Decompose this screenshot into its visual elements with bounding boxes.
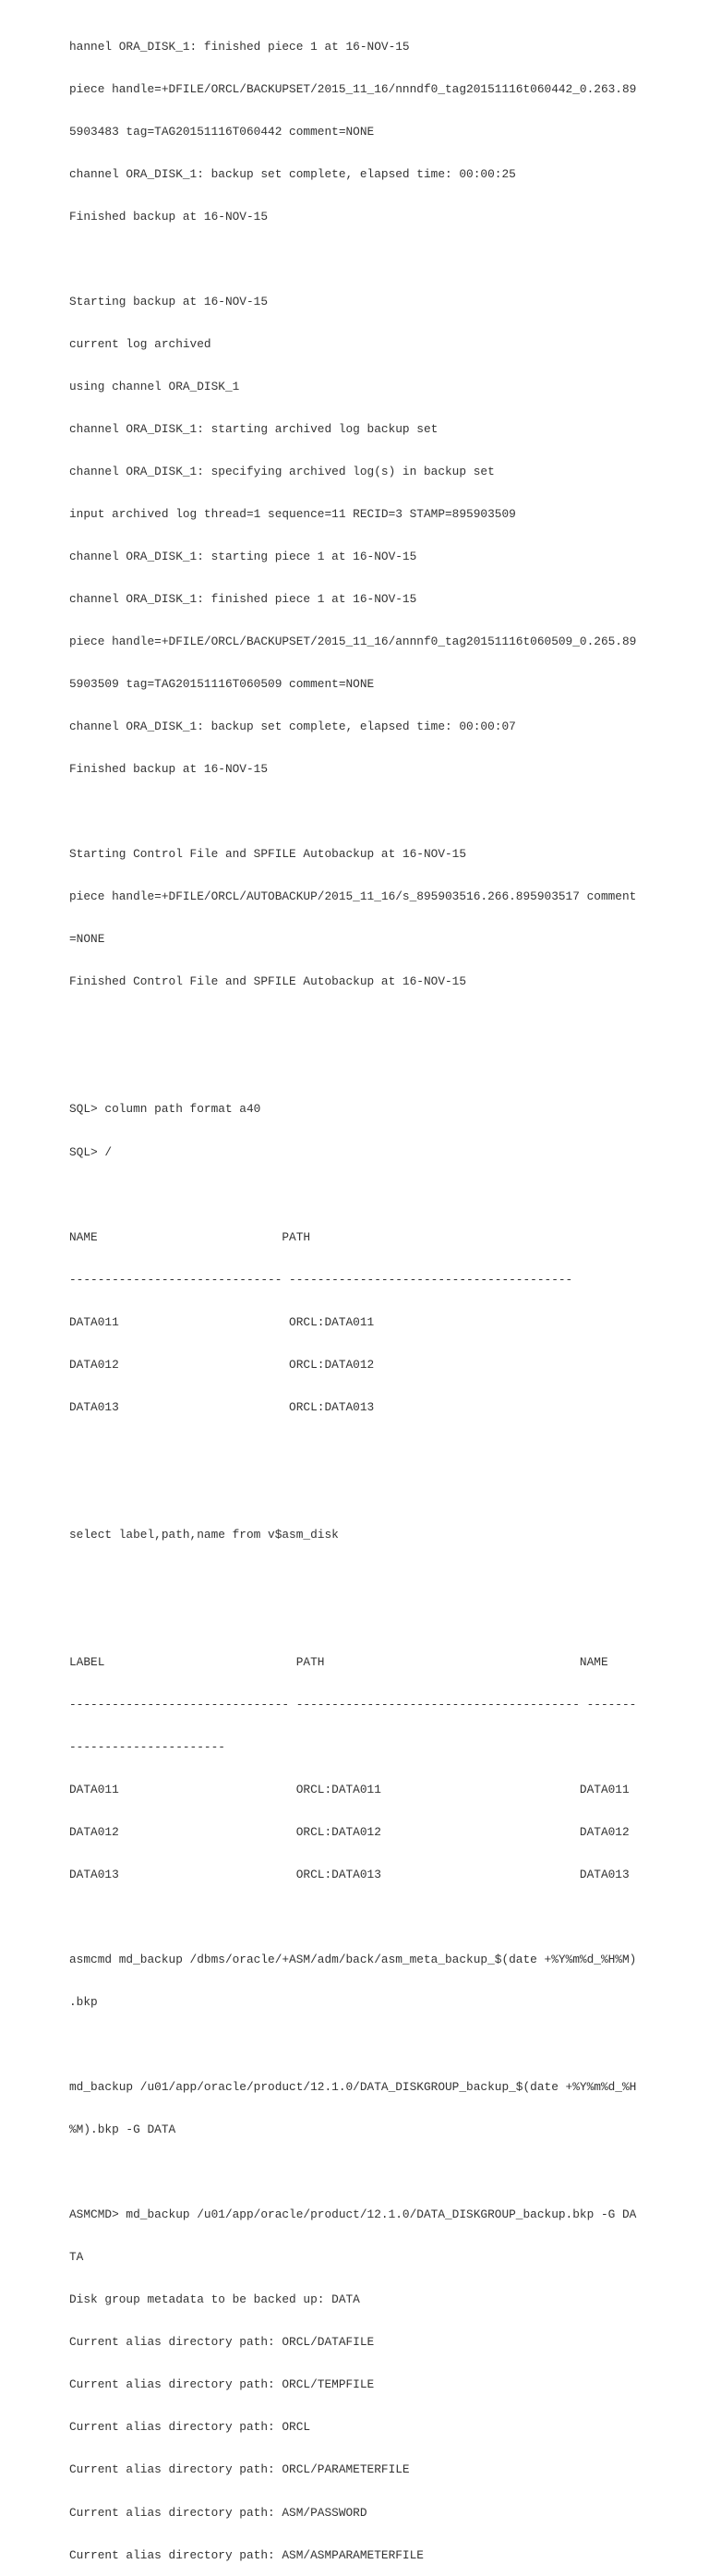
table-separator-line: ---------------------- [69, 1739, 225, 1754]
text-line: Disk group metadata to be backed up: DATA [69, 2292, 360, 2307]
text-line: hannel ORA_DISK_1: finished piece 1 at 16-NOV-15 [69, 39, 410, 54]
table-separator-line: ------------------------------- ---------------------------------------- ------- [69, 1697, 637, 1711]
text-line: Starting backup at 16-NOV-15 [69, 294, 269, 308]
sql-prompt-line: SQL> / [69, 1144, 113, 1159]
text-line: Current alias directory path: ASM/PASSWORD [69, 2505, 367, 2520]
command-line: TA [69, 2250, 84, 2265]
table-row: DATA011 ORCL:DATA011 [69, 1314, 375, 1329]
text-line [69, 804, 697, 818]
text-line [69, 1485, 697, 1499]
table-row: DATA012 ORCL:DATA012 DATA012 [69, 1825, 630, 1839]
text-line [69, 1613, 697, 1627]
text-line: Finished backup at 16-NOV-15 [69, 762, 269, 777]
sql-prompt-line: SQL> column path format a40 [69, 1102, 261, 1117]
text-line: 5903509 tag=TAG20151116T060509 comment=NONE [69, 677, 375, 692]
text-line: channel ORA_DISK_1: backup set complete, elapsed time: 00:00:25 [69, 166, 516, 181]
table-header-line: NAME PATH [69, 1229, 311, 1244]
table-row: DATA013 ORCL:DATA013 [69, 1399, 375, 1414]
text-line: Current alias directory path: ORCL/PARAMETERFILE [69, 2462, 410, 2477]
text-line: piece handle=+DFILE/ORCL/AUTOBACKUP/2015_11_16/s_895903516.266.895903517 comment [69, 889, 637, 904]
text-line [69, 252, 697, 266]
text-line: channel ORA_DISK_1: specifying archived log(s) in backup set [69, 465, 495, 478]
sql-query-line: select label,path,name from v$asm_disk [69, 1527, 339, 1542]
text-line: Current alias directory path: ORCL [69, 2420, 311, 2435]
text-line: Current alias directory path: ORCL/DATAFILE [69, 2335, 375, 2350]
command-line: asmcmd md_backup /dbms/oracle/+ASM/adm/back/asm_meta_backup_$(date +%Y%m%d_%H%M) [69, 1953, 637, 1967]
text-line [69, 1910, 697, 1924]
text-line [69, 2165, 697, 2179]
text-line: channel ORA_DISK_1: starting piece 1 at 16-NOV-15 [69, 550, 417, 564]
command-line: md_backup /u01/app/oracle/product/12.1.0/DATA_DISKGROUP_backup_$(date +%Y%m%d_%H [69, 2080, 637, 2095]
table-header-line: LABEL PATH NAME [69, 1654, 608, 1669]
terminal-output-document [69, 11, 697, 2576]
text-line: piece handle=+DFILE/ORCL/BACKUPSET/2015_11_16/annnf0_tag20151116t060509_0.265.89 [69, 635, 637, 649]
text-line: Current alias directory path: ORCL/TEMPFILE [69, 2377, 375, 2392]
text-line: Current alias directory path: ASM/ASMPARAMETERFILE [69, 2547, 424, 2562]
command-line: %M).bkp -G DATA [69, 2122, 176, 2137]
text-line [69, 2038, 697, 2051]
text-line: =NONE [69, 932, 105, 947]
text-line: input archived log thread=1 sequence=11 RECID=3 STAMP=895903509 [69, 507, 516, 522]
table-separator-line: ------------------------------ ---------------------------------------- [69, 1272, 573, 1287]
text-line: 5903483 tag=TAG20151116T060442 comment=NONE [69, 124, 375, 139]
text-line: current log archived [69, 336, 211, 351]
table-row: DATA012 ORCL:DATA012 [69, 1357, 375, 1372]
command-line: ASMCMD> md_backup /u01/app/oracle/product/12.1.0/DATA_DISKGROUP_backup.bkp -G DA [69, 2207, 637, 2222]
text-line: channel ORA_DISK_1: backup set complete, elapsed time: 00:00:07 [69, 720, 516, 734]
table-row: DATA011 ORCL:DATA011 DATA011 [69, 1782, 630, 1796]
text-line: channel ORA_DISK_1: starting archived log backup set [69, 421, 439, 436]
text-line [69, 1059, 697, 1073]
text-line: channel ORA_DISK_1: finished piece 1 at 16-NOV-15 [69, 592, 417, 607]
text-line: Finished backup at 16-NOV-15 [69, 209, 269, 224]
text-line [69, 1570, 697, 1584]
text-line: Finished Control File and SPFILE Autobackup at 16-NOV-15 [69, 974, 467, 989]
text-line [69, 1443, 697, 1457]
text-line: piece handle=+DFILE/ORCL/BACKUPSET/2015_11_16/nnndf0_tag20151116t060442_0.263.89 [69, 81, 637, 96]
text-line [69, 1188, 697, 1202]
command-line: .bkp [69, 1995, 98, 2010]
text-line [69, 1017, 697, 1031]
table-row: DATA013 ORCL:DATA013 DATA013 [69, 1868, 630, 1882]
text-line: using channel ORA_DISK_1 [69, 379, 240, 393]
text-line: Starting Control File and SPFILE Autobackup at 16-NOV-15 [69, 847, 467, 862]
